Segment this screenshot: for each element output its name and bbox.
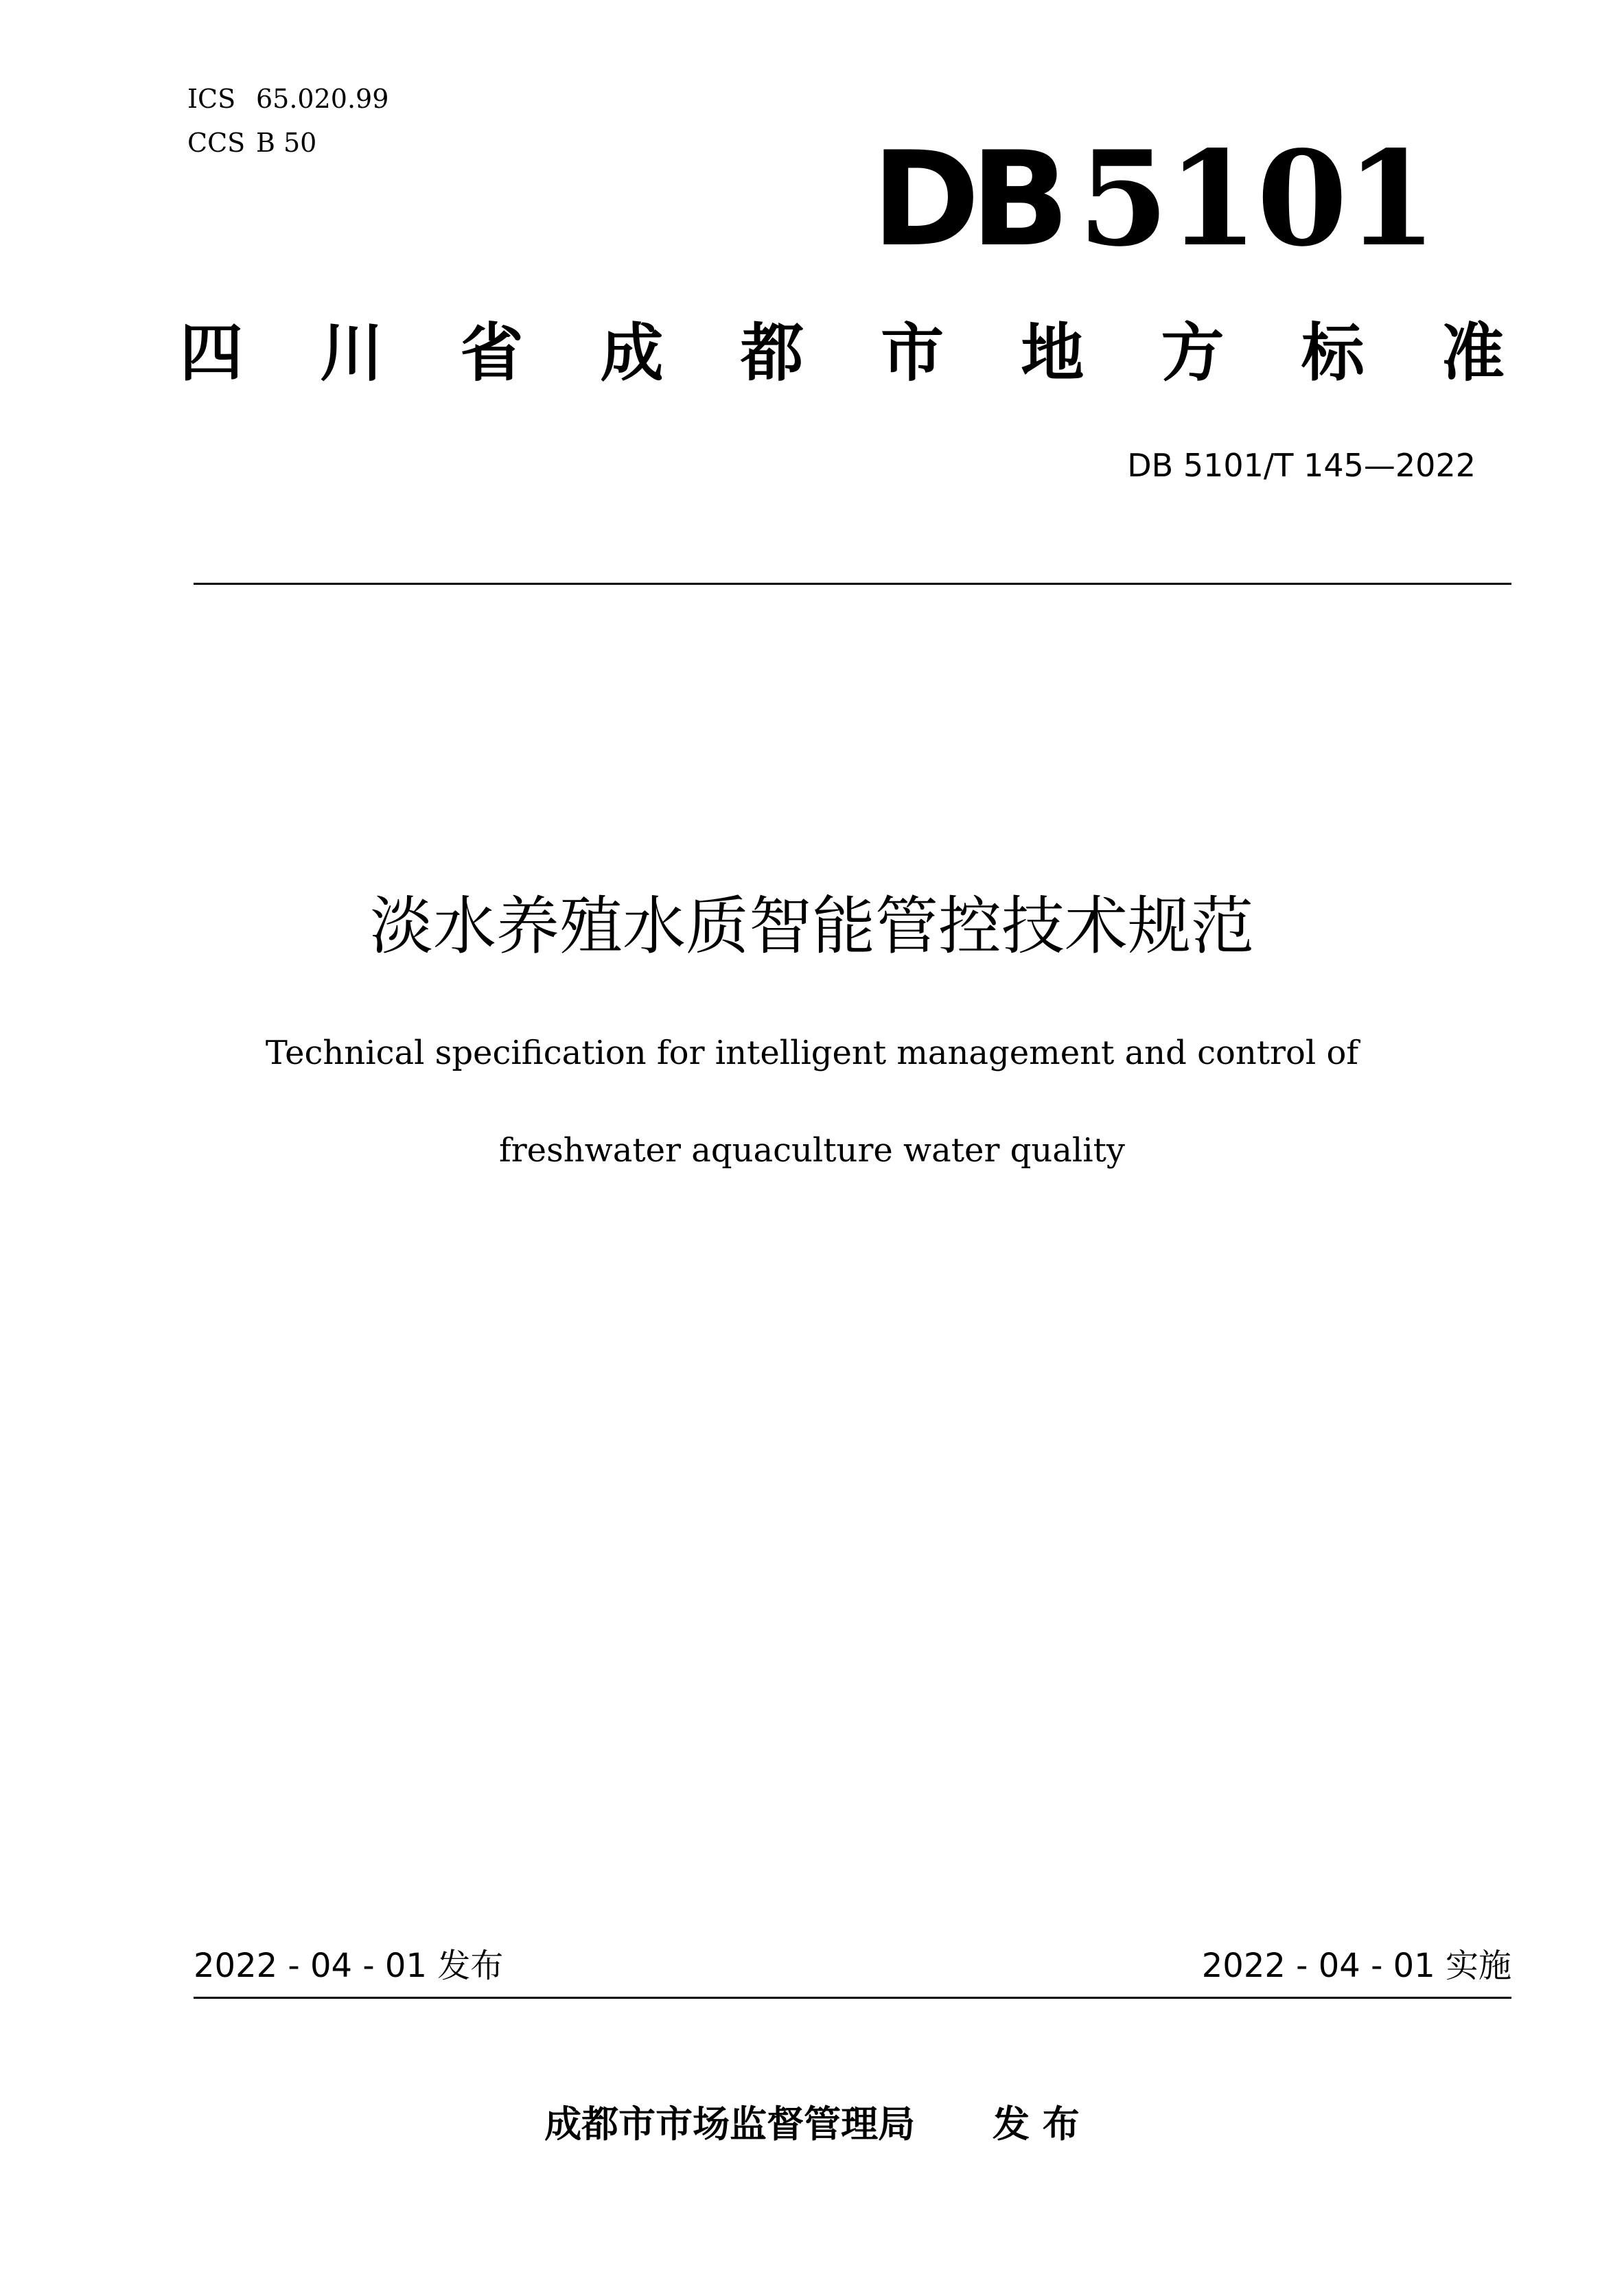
ccs-code (187, 121, 388, 165)
logo-number: 5101 (1078, 122, 1436, 275)
issuing-authority (0, 2100, 1624, 2148)
top-divider (194, 583, 1511, 585)
document-title-english-line2: freshwater aquaculture water quality (498, 1131, 1126, 1170)
bottom-divider (194, 1997, 1511, 1999)
standard-type-heading (180, 312, 1505, 395)
issuer-action: 发 布 (993, 2102, 1080, 2146)
heading-char: 成 (600, 316, 664, 390)
heading-char: 川 (320, 316, 384, 390)
heading-char: 四 (180, 316, 244, 390)
document-title-english-line1: Technical specification for intelligent management and control of (265, 1034, 1359, 1072)
ccs-label: CCS (187, 128, 246, 158)
standard-number: DB 5101/T 145—2022 (1127, 447, 1476, 484)
ics-label: ICS (187, 84, 236, 114)
heading-char: 地 (1021, 316, 1084, 390)
heading-char: 方 (1161, 316, 1225, 390)
document-title-chinese: 淡水养殖水质智能管控技术规范 (369, 890, 1254, 963)
classification-codes (187, 77, 388, 165)
heading-char: 都 (740, 316, 804, 390)
ics-value: 65.020.99 (256, 84, 389, 114)
implementation-date: 2022 - 04 - 01 实施 (1201, 1947, 1511, 1985)
heading-char: 准 (1441, 316, 1505, 390)
heading-char: 市 (881, 316, 944, 390)
logo-prefix: DB (872, 124, 1060, 275)
issuer-name: 成都市市场监督管理局 (544, 2102, 916, 2146)
ics-code (187, 77, 388, 121)
ccs-value: B 50 (256, 128, 317, 158)
heading-char: 省 (460, 316, 524, 390)
db-logo (872, 122, 1436, 275)
issue-date: 2022 - 04 - 01 发布 (194, 1947, 504, 1985)
heading-char: 标 (1301, 316, 1365, 390)
